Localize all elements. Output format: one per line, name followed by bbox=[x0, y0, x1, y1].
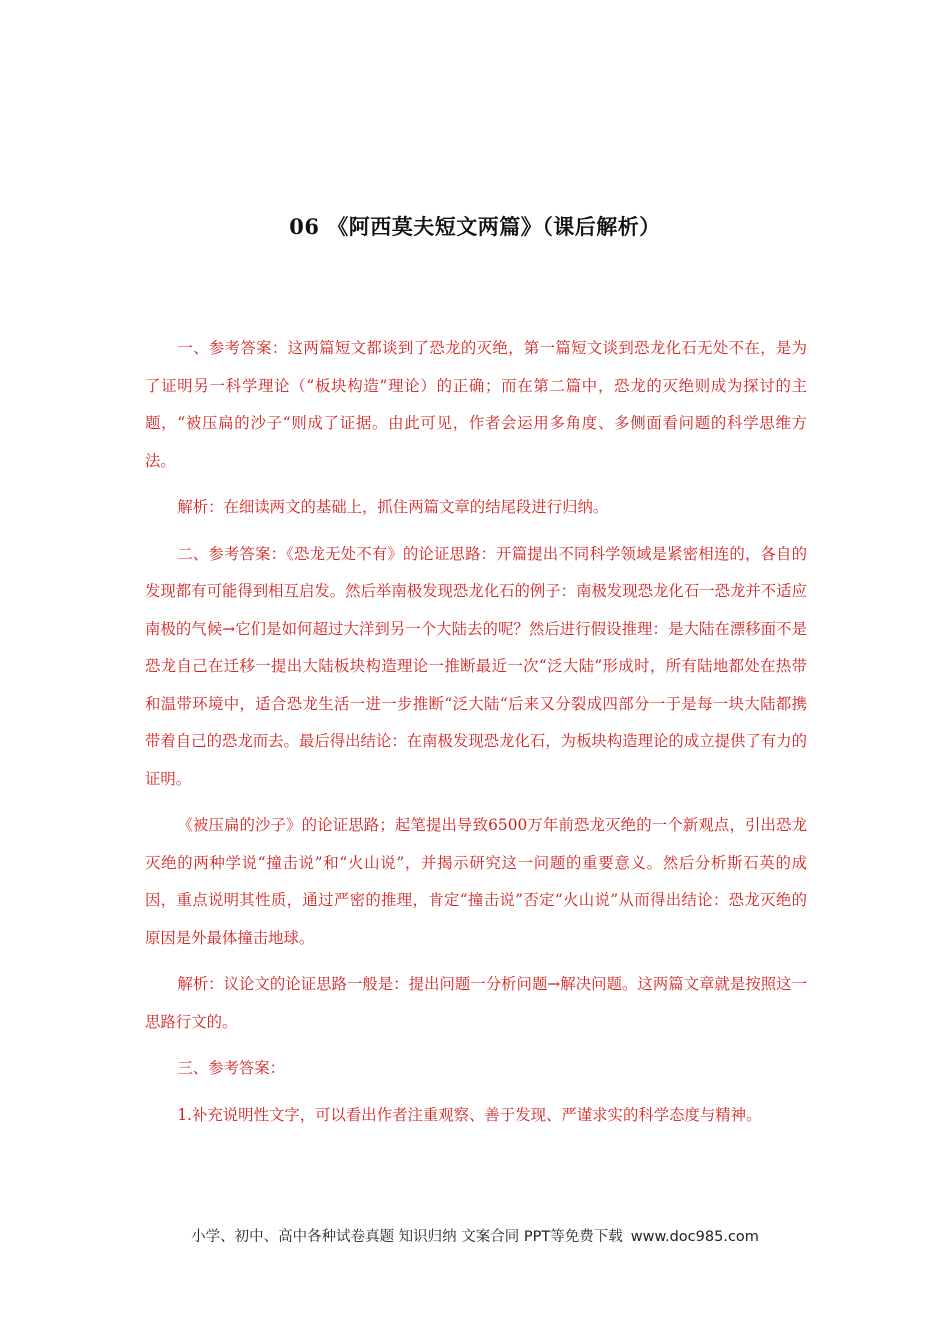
page-title: 06 《阿西莫夫短文两篇》（课后解析） bbox=[289, 214, 661, 239]
answer-two-continued-paragraph: 《被压扁的沙子》的论证思路；起笔提出导致6500万年前恐龙灭绝的一个新观点，引出恐龙灭绝的两种学说“撞击说”和“火山说”，并揭示研究这一问题的重要意义。然后分析斯石英的成因，重点说明其性质，通过严密的推理，肯定“撞击说”否定“火山说”从而得出结论：恐龙灭绝的原因是外最体撞击地球。 bbox=[145, 816, 807, 947]
footer-text: 小学、初中、高中各种试卷真题 知识归纳 文案合同 PPT等免费下载 bbox=[191, 1229, 623, 1245]
answer-three-heading: 三、参考答案： bbox=[177, 1059, 286, 1077]
answer-three-item-one: 1.补充说明性文字，可以看出作者注重观察、善于发现、严谨求实的科学态度与精神。 bbox=[177, 1105, 762, 1124]
answer-one-paragraph: 一、参考答案：这两篇短文都谈到了恐龙的灭绝，第一篇短文谈到恐龙化石无处不在，是为了证明另一科学理论（“板块构造”理论）的正确；而在第二篇中，恐龙的灭绝则成为探讨的主题，“被压扁的沙子“则成了证据。由此可见，作者会运用多角度、多侧面看问题的科学思维方法。 bbox=[145, 339, 807, 470]
analysis-one-paragraph: 解析：在细读两文的基础上，抓住两篇文章的结尾段进行归纳。 bbox=[177, 498, 609, 516]
document-body bbox=[145, 330, 807, 1143]
answer-two-paragraph: 二、参考答案：《恐龙无处不有》的论证思路：开篇提出不同科学领域是紧密相连的，各自的发现都有可能得到相互启发。然后举南极发现恐龙化石的例子：南极发现恐龙化石一恐龙并不适应南极的气候→它们是如何超过大洋到另一个大陆去的呢？然后进行假设推理：是大陆在漂移面不是恐龙自己在迁移一提出大陆板块构造理论一推断最近一次“泛大陆”形成时，所有陆地都处在热带和温带环境中，适合恐龙生活一进一步推断“泛大陆“后来又分裂成四部分一于是每一块大陆都携带着自己的恐龙而去。最后得出结论：在南极发现恐龙化石，为板块构造理论的成立提供了有力的证明。 bbox=[145, 544, 807, 788]
footer-site-link[interactable]: www.doc985.com bbox=[630, 1229, 759, 1245]
page-footer bbox=[0, 1226, 950, 1248]
analysis-two-paragraph: 解析：议论文的论证思路一般是：提出问题一分析问题→解决问题。这两篇文章就是按照这一思路行文的。 bbox=[145, 975, 807, 1031]
